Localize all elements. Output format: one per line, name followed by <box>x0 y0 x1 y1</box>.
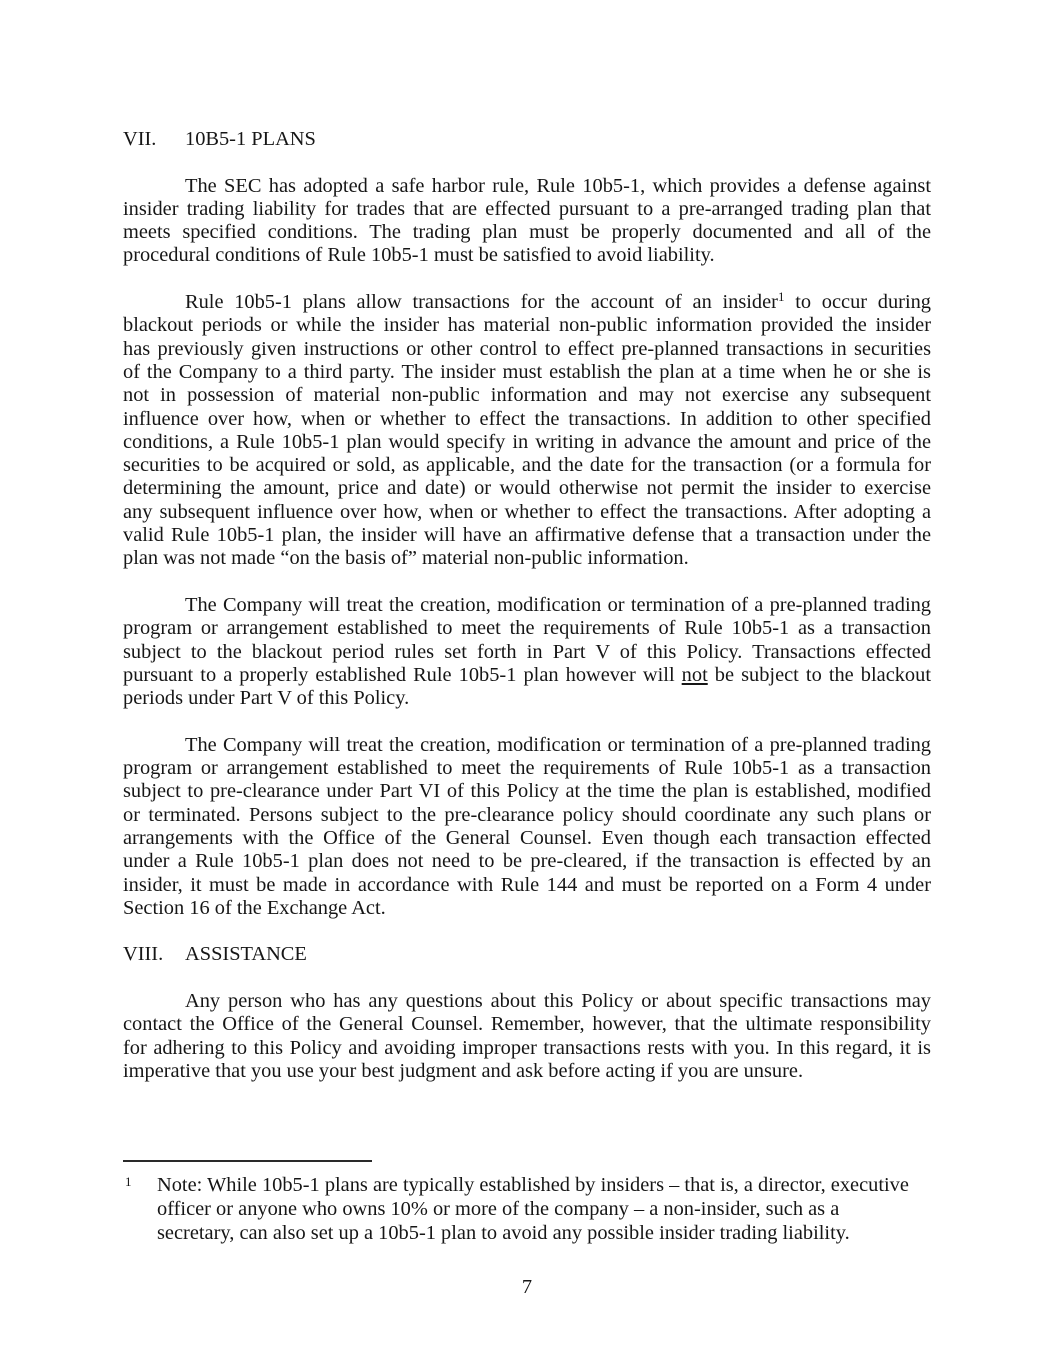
text-segment: pursuant to a properly established Rule 10b5-1 plan however will <box>123 663 682 686</box>
text-line: for adhering to this Policy and avoiding improper transactions rests with you. In this regard, it is <box>123 1036 931 1059</box>
footnote-marker: 1 <box>125 1174 132 1189</box>
text-line: procedural conditions of Rule 10b5-1 must be satisfied to avoid liability. <box>123 244 715 267</box>
text-line: insider, it must be made in accordance with Rule 144 and must be reported on a Form 4 under <box>123 873 931 896</box>
text-segment: Rule 10b5-1 plans allow transactions for the account of an insider <box>185 291 778 314</box>
section-title: ASSISTANCE <box>185 943 307 966</box>
paragraph <box>123 291 931 571</box>
text-line <box>123 291 931 314</box>
text-line: program or arrangement established to meet the requirements of Rule 10b5-1 as a transaction <box>123 757 931 780</box>
section-number: VII. <box>123 128 157 150</box>
text-line: determining the amount, price and date) or would otherwise not permit the insider to exercise <box>123 477 931 500</box>
page-number: 7 <box>521 1276 533 1298</box>
text-line: not in possession of material non-public information and may not exercise any subsequent <box>123 384 931 407</box>
text-line: securities to be acquired or sold, as applicable, and the date for the transaction (or a formula for <box>123 454 931 477</box>
section-heading <box>123 128 931 151</box>
text-line: insider trading liability for trades that are effected pursuant to a pre-arranged trading plan that <box>123 197 931 220</box>
text-line <box>123 664 931 687</box>
text-line: arrangements with the Office of the General Counsel. Even though each transaction effected <box>123 826 931 849</box>
paragraph <box>123 990 931 1083</box>
text-line: contact the Office of the General Counsel. Remember, however, that the ultimate responsibility <box>123 1013 931 1036</box>
footnote-line: officer or anyone who owns 10% or more of the company – a non-insider, such as a <box>157 1198 840 1220</box>
text-line: conditions, a Rule 10b5-1 plan would specify in writing in advance the amount and price of the <box>123 430 931 453</box>
text-line: meets specified conditions. The trading plan must be properly documented and all of the <box>123 221 931 244</box>
text-segment: to occur during <box>784 291 932 314</box>
text-line: periods under Part V of this Policy. <box>123 687 410 710</box>
section-number: VIII. <box>123 943 164 966</box>
text-line: influence over how, when or whether to effect the transactions. In addition to other specified <box>123 407 931 430</box>
section-heading <box>123 943 931 966</box>
text-line: has previously given instructions or other control to effect pre-planned transactions in securities <box>123 337 931 360</box>
footnote-text <box>157 1173 931 1245</box>
text-line: subject to the blackout period rules set forth in Part V of this Policy. Transactions effected <box>123 640 931 663</box>
footnote <box>123 1173 931 1245</box>
text-segment: be subject to the blackout <box>707 663 931 686</box>
text-line: Any person who has any questions about this Policy or about specific transactions may <box>185 989 931 1012</box>
text-line: program or arrangement established to meet the requirements of Rule 10b5-1 as a transaction <box>123 617 931 640</box>
text-line: or terminated. Persons subject to the pre-clearance policy should coordinate any such plans or <box>123 803 931 826</box>
text-line: The Company will treat the creation, modification or termination of a pre-planned trading <box>185 733 931 756</box>
paragraph <box>123 594 931 710</box>
document-body <box>123 128 931 1106</box>
section-title: 10B5-1 PLANS <box>185 128 316 150</box>
paragraph <box>123 175 931 268</box>
text-line: plan was not made “on the basis of” material non-public information. <box>123 547 689 570</box>
text-line: any subsequent influence over how, when or whether to effect the transactions. After adopting a <box>123 500 931 523</box>
text-line: The SEC has adopted a safe harbor rule, Rule 10b5-1, which provides a defense against <box>185 174 931 197</box>
footnote-line: Note: While 10b5-1 plans are typically established by insiders – that is, a director, executive <box>157 1174 909 1196</box>
footnote-area <box>123 1160 931 1245</box>
footnote-line: secretary, can also set up a 10b5-1 plan to avoid any possible insider trading liability. <box>157 1222 850 1244</box>
text-line: valid Rule 10b5-1 plan, the insider will have an affirmative defense that a transaction under the <box>123 524 931 547</box>
text-line: imperative that you use your best judgment and ask before acting if you are unsure. <box>123 1059 804 1082</box>
text-line: of the Company to a third party. The insider must establish the plan at a time when he or she is <box>123 360 931 383</box>
text-line: blackout periods or while the insider has material non-public information provided the insider <box>123 314 931 337</box>
footnote-separator <box>123 1160 372 1162</box>
underlined-text: not <box>681 663 708 686</box>
footnote-reference: 1 <box>777 289 785 305</box>
paragraph <box>123 734 931 920</box>
text-line: The Company will treat the creation, modification or termination of a pre-planned trading <box>185 593 931 616</box>
text-line: under a Rule 10b5-1 plan does not need to be pre-cleared, if the transaction is effected by an <box>123 850 931 873</box>
text-line: subject to pre-clearance under Part VI of this Policy at the time the plan is established, modified <box>123 780 931 803</box>
text-line: Section 16 of the Exchange Act. <box>123 896 386 919</box>
